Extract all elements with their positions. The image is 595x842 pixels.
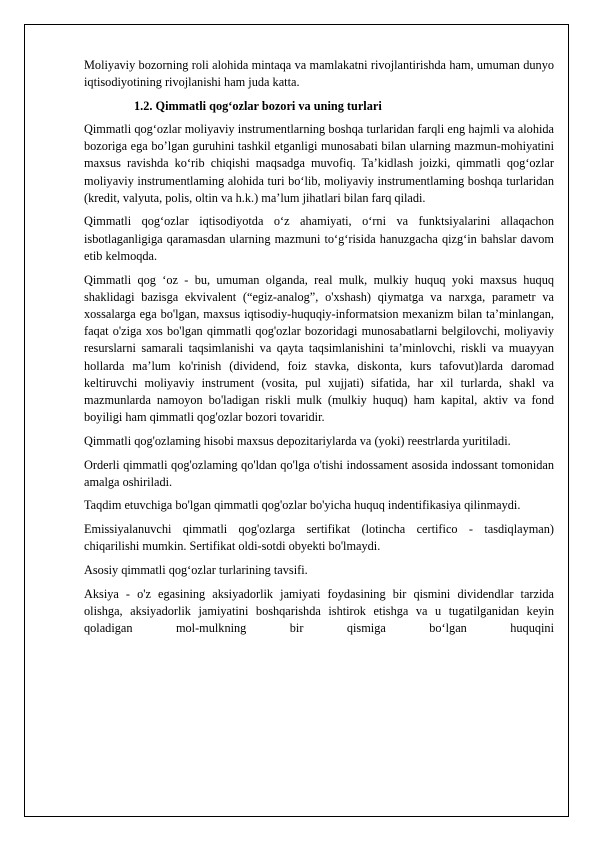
paragraph-certificate: Emissiyalanuvchi qimmatli qog'ozlarga sertifikat (lotincha certifico - tasdiqlayman) chiqarilishi mumkin. Sertifikat oldi-sotdi obyekti bo'lmaydi.: [84, 522, 554, 554]
paragraph-security-concept: Qimmatli qog ‘oz - bu, umuman olganda, real mulk, mulkiy huquq yoki maxsus huquq shaklidagi bazisga ekvivalent (“egiz-analog”, o'xshash) qiymatga va narxga, parametr va xossalarga ega bo'lgan, maxsus iqtisodiy-huquqiy-informatsion mexanizm bilan ta’minlangan, faqat o'ziga xos bo'lgan qimmatli qog'ozlar bozoridagi munosabatlarni belgilovchi, moliyaviy resurslarni samarali taqsimlanishi va qayta taqsimlanishini ta’minlovchi, riskli va muayyan hollarda ma’lum ko'rinish (dividend, foiz stavka, diskonta, kurs tafovut)larda daromad keltiruvchi moliyaviy instrument (vosita, pul xujjati) sifatida, har xil turlarda, shakl va mazmunlarda namoyon bo'ladigan riskli mulk (mulkiy huquq) ham kapital, aktiv va fond boyiligi ham qimmatli qog'ozlar bozori tovaridir.: [84, 272, 554, 425]
section-heading: 1.2. Qimmatli qog‘ozlar bozori va uning turlari: [134, 98, 382, 113]
intro-paragraph: Moliyaviy bozorning roli alohida mintaqa va mamlakatni rivojlantirishda ham, umuman dunyo iqtisodiyotining rivojlanishi ham juda katta.: [84, 58, 554, 90]
paragraph-depository-accounting: Qimmatli qog'ozlaming hisobi maxsus depozitariylarda va (yoki) reestrlarda yuritiladi.: [84, 433, 511, 448]
paragraph-securities-definition: Qimmatli qog‘ozlar moliyaviy instrumentlarning boshqa turlaridan farqli eng hajmli va alohida bozoriga ega bo’lgan guruhini tashkil etganligi munosabati bilan ularning mazmun-mohiyatini maxsus ravishda ko‘rib chiqishi maqsadga muvofiq. Ta’kidlash joizki, qimmatli qog‘ozlar moliyaviy instrumentlaming alohida turi bo‘lib, moliyaviy instrumentlaming boshqa turlaridan (kredit, valyuta, polis, oltin va h.k.) ma’lum jihatlari bilan farq qiladi.: [84, 121, 554, 205]
paragraph-securities-debate: Qimmatli qog‘ozlar iqtisodiyotda o‘z ahamiyati, o‘rni va funktsiyalarini allaqachon isbotlaganligiga qaramasdan ularning mazmuni to‘g‘risida hanuzgacha qizg‘in bahslar davom etib kelmoqda.: [84, 214, 554, 263]
paragraph-types-heading: Asosiy qimmatli qog‘ozlar turlarining tavsifi.: [84, 563, 308, 578]
document-body: [84, 57, 554, 644]
paragraph-share-definition: Aksiya - o'z egasining aksiyadorlik jamiyati foydasining bir qismini dividendlar tarzida olishga, aksiyadorlik jamiyatini boshqarishda ishtirok etishga va u tugatilganidan keyin qoladigan mol-mulkning bir qismiga bo‘lgan huquqini: [84, 586, 554, 636]
paragraph-order-securities: Orderli qimmatli qog'ozlaming qo'ldan qo'lga o'tishi indossament asosida indossant tomonidan amalga oshiriladi.: [84, 457, 554, 489]
paragraph-bearer-securities: Taqdim etuvchiga bo'lgan qimmatli qog'ozlar bo'yicha huquq indentifikasiya qilinmaydi.: [84, 498, 521, 513]
